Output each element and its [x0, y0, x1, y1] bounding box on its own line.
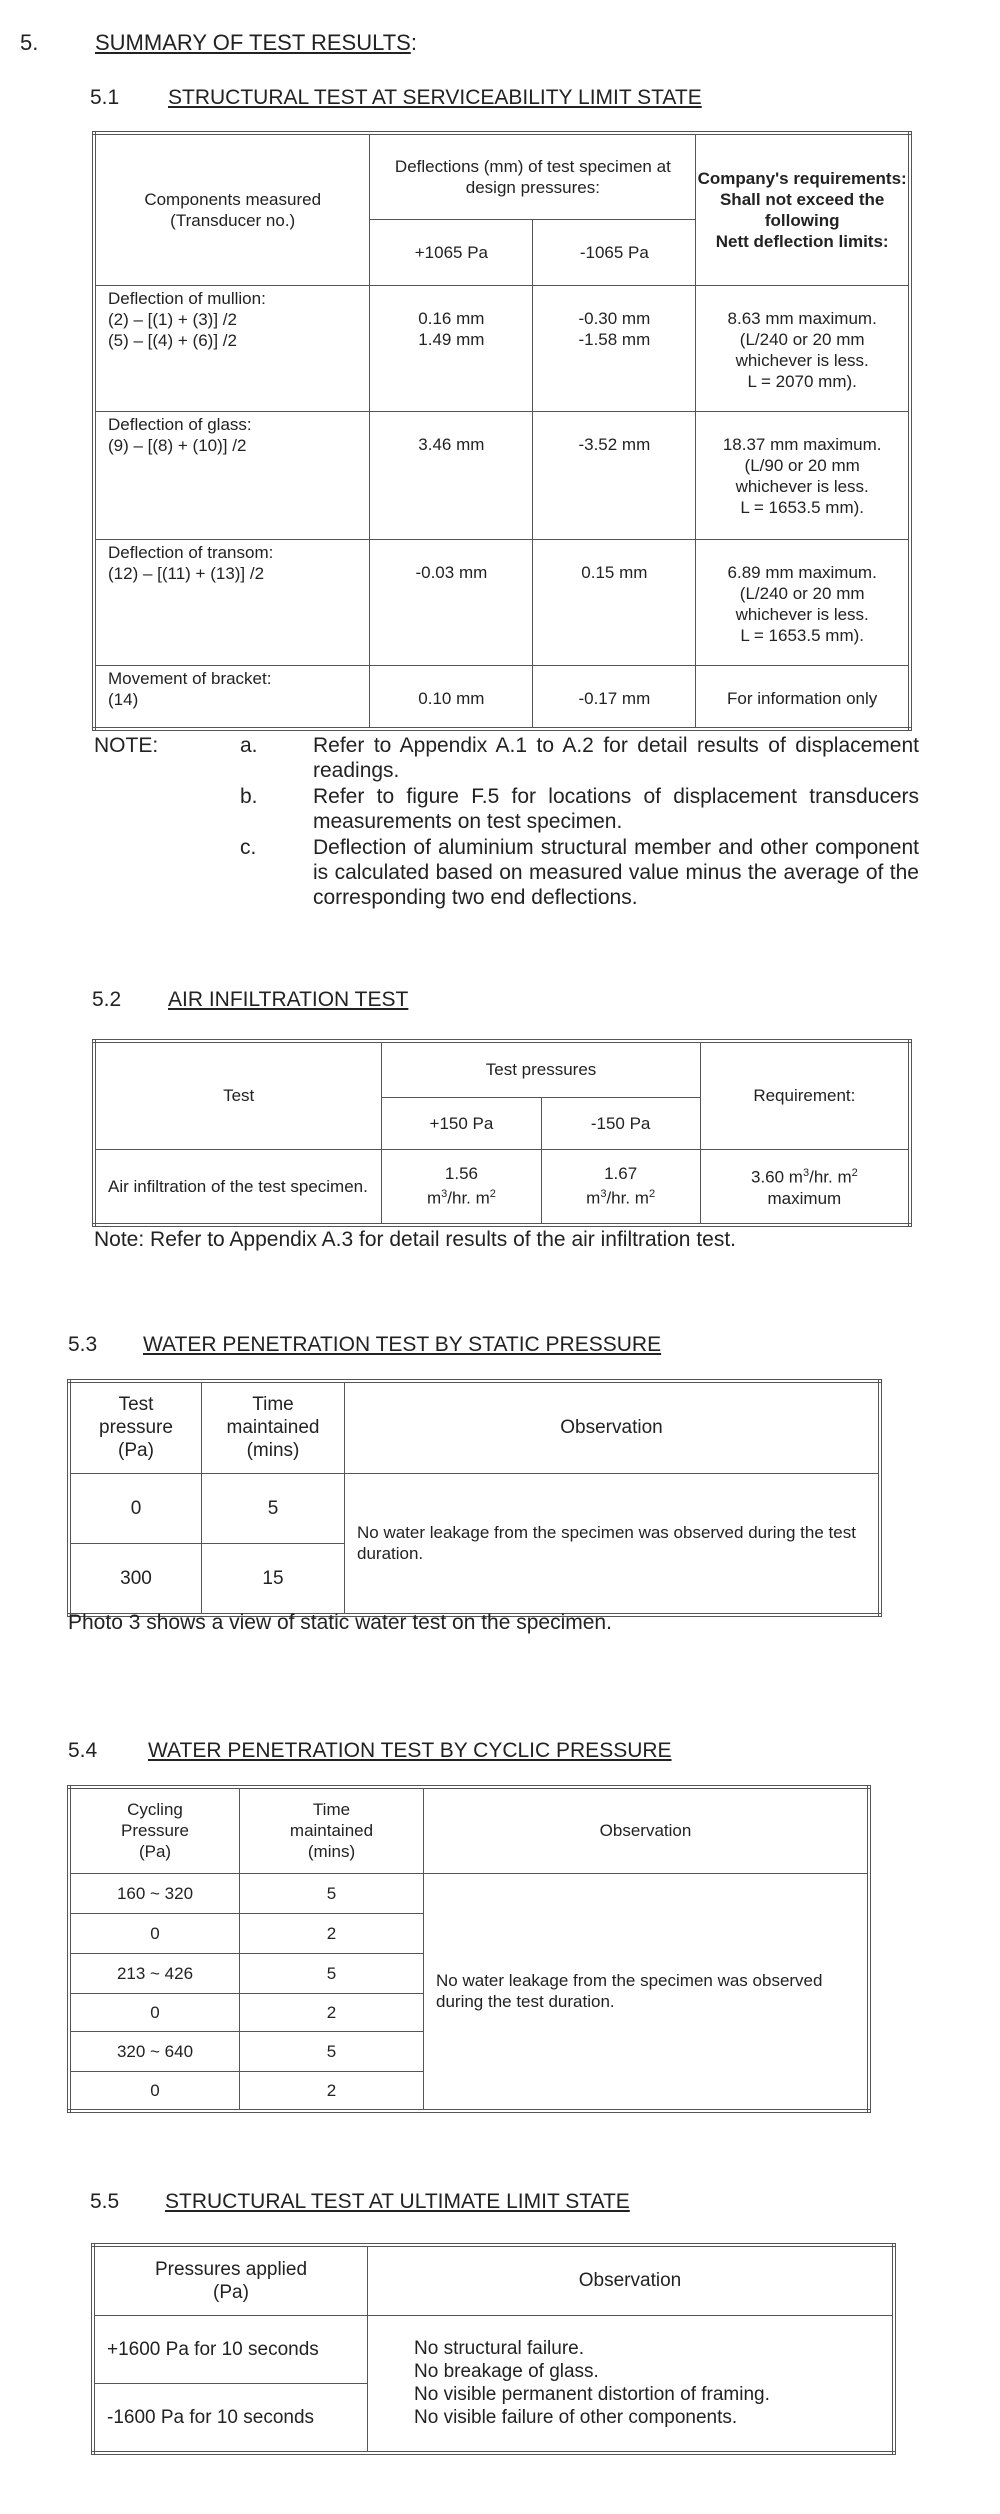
s52-header-test: Test — [94, 1041, 382, 1149]
s52-req-value: 3.60 $m^3/hr$. $m^2$ — [750, 1167, 858, 1188]
s54-time: 2 — [240, 1913, 424, 1953]
s51-header-deflections: Deflections (mm) of test specimen at design pressures: — [370, 133, 696, 219]
s53-caption: Photo 3 shows a view of static water test on the specimen. — [68, 1611, 612, 1634]
s51-component: Movement of bracket: (14) — [94, 665, 370, 729]
s55-pressure: +1600 Pa for 10 seconds — [93, 2315, 368, 2383]
s53-observation: No water leakage from the specimen was observed during the test duration. — [345, 1473, 881, 1615]
s51-component: Deflection of mullion: (2) – [(1) + (3)] /2 (5) – [(4) + (6)] /2 — [94, 285, 370, 411]
s53-header-observation: Observation — [345, 1381, 881, 1473]
s54-pressure: 160 ~ 320 — [69, 1873, 240, 1913]
s54-header-time: Time maintained (mins) — [240, 1787, 424, 1873]
s54-pressure: 0 — [69, 1913, 240, 1953]
s52-table — [92, 1039, 912, 1227]
s51-header-neg: -1065 Pa — [533, 219, 696, 285]
s54-observation: No water leakage from the specimen was observed during the test duration. — [424, 1873, 870, 2111]
s52-pos-number: 1.56 — [444, 1164, 478, 1184]
s55-pressure: -1600 Pa for 10 seconds — [93, 2383, 368, 2453]
s51-requirement: For information only — [696, 665, 910, 729]
s53-header-pressure: Test pressure (Pa) — [69, 1381, 202, 1473]
s54-pressure: 320 ~ 640 — [69, 2031, 240, 2071]
s53-number: 5.3 — [68, 1333, 98, 1356]
s52-note: Note: Refer to Appendix A.3 for detail results of the air infiltration test. — [94, 1228, 737, 1251]
s54-pressure: 0 — [69, 2071, 240, 2111]
s54-number: 5.4 — [68, 1739, 98, 1762]
s51-note-c: Deflection of aluminium structural member and other component is calculated based on measured value minus the average of the corresponding two end deflections. — [313, 836, 919, 909]
s55-row — [93, 2315, 894, 2383]
s51-header-pos: +1065 Pa — [370, 219, 533, 285]
s51-neg-value: 0.15 mm — [533, 539, 696, 665]
s51-number: 5.1 — [90, 86, 120, 109]
s51-requirement: 8.63 mm maximum. (L/240 or 20 mm whichever is less. L = 2070 mm). — [696, 285, 910, 411]
s51-pos-value: 3.46 mm — [370, 411, 533, 539]
s53-table — [67, 1379, 882, 1617]
s55-number: 5.5 — [90, 2190, 120, 2213]
s52-pos-unit: $m^3/hr$. $m^2$ — [426, 1188, 496, 1209]
s54-header-observation: Observation — [424, 1787, 870, 1873]
s55-observation: No structural failure. No breakage of glass. No visible permanent distortion of framing. No visible failure of other components. — [368, 2315, 895, 2453]
s53-time: 5 — [202, 1473, 345, 1543]
s51-neg-value: -0.30 mm -1.58 mm — [533, 285, 696, 411]
s51-note-letter-c: c. — [240, 836, 257, 859]
s52-header-requirement: Requirement: — [700, 1041, 910, 1149]
s52-header-pressures: Test pressures — [382, 1041, 700, 1097]
s51-header-components: Components measured (Transducer no.) — [94, 133, 370, 285]
s51-pos-value: 0.16 mm 1.49 mm — [370, 285, 533, 411]
s53-pressure: 0 — [69, 1473, 202, 1543]
s52-header-pos: +150 Pa — [382, 1097, 541, 1149]
s54-header-pressure: Cycling Pressure (Pa) — [69, 1787, 240, 1873]
s51-note-label: NOTE: — [94, 734, 159, 757]
s51-neg-value: -0.17 mm — [533, 665, 696, 729]
s51-row — [94, 285, 910, 411]
s54-time: 5 — [240, 1953, 424, 1993]
s53-title: WATER PENETRATION TEST BY STATIC PRESSURE — [143, 1333, 662, 1356]
s54-pressure: 213 ~ 426 — [69, 1953, 240, 1993]
s52-title: AIR INFILTRATION TEST — [168, 988, 409, 1011]
s55-header-observation: Observation — [368, 2245, 895, 2315]
s51-header-requirements: Company's requirements: Shall not exceed the following Nett deflection limits: — [696, 133, 910, 285]
s51-pos-value: -0.03 mm — [370, 539, 533, 665]
s51-note-letter-a: a. — [240, 734, 258, 757]
s52-row — [94, 1149, 910, 1225]
s51-note-b: Refer to figure F.5 for locations of displacement transducers measurements on test specimen. — [313, 785, 919, 833]
s53-header-time: Time maintained (mins) — [202, 1381, 345, 1473]
s51-note-a: Refer to Appendix A.1 to A.2 for detail results of displacement readings. — [313, 734, 919, 782]
section-title-colon: : — [410, 30, 417, 55]
s52-header-neg: -150 Pa — [541, 1097, 700, 1149]
s54-time: 5 — [240, 1873, 424, 1913]
s51-row — [94, 411, 910, 539]
s51-table — [92, 131, 912, 731]
s52-neg-number: 1.67 — [604, 1164, 638, 1184]
s54-table — [67, 1785, 871, 2113]
s51-component: Deflection of glass: (9) – [(8) + (10)] /2 — [94, 411, 370, 539]
s52-number: 5.2 — [92, 988, 122, 1011]
s51-component: Deflection of transom: (12) – [(11) + (13)] /2 — [94, 539, 370, 665]
s54-time: 2 — [240, 2071, 424, 2111]
s55-table — [91, 2243, 896, 2455]
s51-row — [94, 539, 910, 665]
s54-time: 2 — [240, 1993, 424, 2031]
s53-time: 15 — [202, 1543, 345, 1615]
section-number: 5. — [20, 30, 39, 55]
s54-row — [69, 1873, 869, 1913]
s52-neg-unit: $m^3/hr$. $m^2$ — [586, 1188, 656, 1209]
s54-title: WATER PENETRATION TEST BY CYCLIC PRESSURE — [148, 1739, 672, 1762]
s51-row — [94, 665, 910, 729]
section-title-text: SUMMARY OF TEST RESULTS — [95, 30, 411, 55]
s54-time: 5 — [240, 2031, 424, 2071]
s55-title: STRUCTURAL TEST AT ULTIMATE LIMIT STATE — [165, 2190, 630, 2213]
s51-note-letter-b: b. — [240, 785, 258, 808]
s53-pressure: 300 — [69, 1543, 202, 1615]
s52-neg-value — [541, 1149, 700, 1225]
s51-neg-value: -3.52 mm — [533, 411, 696, 539]
s52-pos-value — [382, 1149, 541, 1225]
s51-title: STRUCTURAL TEST AT SERVICEABILITY LIMIT STATE — [168, 86, 702, 109]
s54-pressure: 0 — [69, 1993, 240, 2031]
s51-requirement: 18.37 mm maximum. (L/90 or 20 mm whichever is less. L = 1653.5 mm). — [696, 411, 910, 539]
s51-pos-value: 0.10 mm — [370, 665, 533, 729]
s52-test-name: Air infiltration of the test specimen. — [94, 1149, 382, 1225]
s53-row — [69, 1473, 880, 1543]
s52-req-max: maximum — [767, 1189, 842, 1209]
section-title — [95, 30, 417, 56]
s52-requirement — [700, 1149, 910, 1225]
s55-header-pressures: Pressures applied (Pa) — [93, 2245, 368, 2315]
s51-requirement: 6.89 mm maximum. (L/240 or 20 mm whichever is less. L = 1653.5 mm). — [696, 539, 910, 665]
